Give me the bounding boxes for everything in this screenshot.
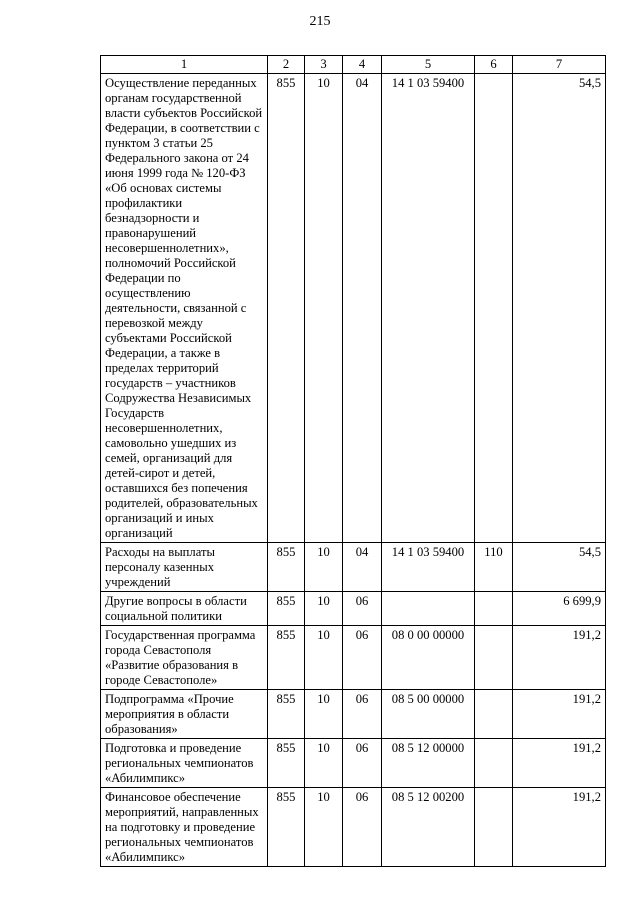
row-amount: 54,5: [513, 543, 606, 592]
row-code-6: [475, 74, 513, 543]
row-code-5: 08 5 12 00200: [382, 788, 475, 867]
row-code-6: [475, 788, 513, 867]
row-code-3: 10: [305, 739, 343, 788]
row-amount: 191,2: [513, 690, 606, 739]
row-code-4: 06: [343, 739, 382, 788]
row-code-3: 10: [305, 788, 343, 867]
row-amount: 54,5: [513, 74, 606, 543]
row-code-4: 04: [343, 74, 382, 543]
table-row: [101, 739, 606, 788]
table-row: [101, 788, 606, 867]
row-amount: 191,2: [513, 739, 606, 788]
table-row: [101, 592, 606, 626]
row-amount: 191,2: [513, 788, 606, 867]
row-name: Осуществление переданных органам государственной власти субъектов Российской Федерации, в соответствии с пунктом 3 статьи 25 Федерального закона от 24 июня 1999 года № 120-ФЗ «Об основах системы профилактики безнадзорности и правонарушений несовершеннолетних», полномочий Российской Федерации по осуществлению деятельности, связанной с перевозкой между субъектами Российской Федерации, а также в пределах территорий государств – участников Содружества Независимых Государств несовершеннолетних, самовольно ушедших из семей, организаций для детей-сирот и детей, оставшихся без попечения родителей, образовательных организаций и иных организаций: [101, 74, 268, 543]
row-code-3: 10: [305, 626, 343, 690]
column-number-row: [101, 56, 606, 74]
row-code-6: [475, 626, 513, 690]
row-code-6: 110: [475, 543, 513, 592]
row-code-4: 06: [343, 626, 382, 690]
row-code-2: 855: [268, 788, 305, 867]
table-row: [101, 690, 606, 739]
budget-table: [100, 55, 606, 867]
row-name: Подготовка и проведение региональных чемпионатов «Абилимпикс»: [101, 739, 268, 788]
row-code-3: 10: [305, 690, 343, 739]
row-code-5: 08 5 00 00000: [382, 690, 475, 739]
page-number: 215: [309, 14, 331, 29]
column-header: 1: [101, 56, 268, 74]
row-code-2: 855: [268, 592, 305, 626]
row-code-2: 855: [268, 626, 305, 690]
row-code-5: [382, 592, 475, 626]
column-header: 5: [382, 56, 475, 74]
row-code-4: 06: [343, 592, 382, 626]
column-header: 4: [343, 56, 382, 74]
row-code-4: 06: [343, 788, 382, 867]
row-code-5: 08 0 00 00000: [382, 626, 475, 690]
table-row: [101, 74, 606, 543]
row-code-4: 04: [343, 543, 382, 592]
row-amount: 191,2: [513, 626, 606, 690]
row-code-4: 06: [343, 690, 382, 739]
column-header: 6: [475, 56, 513, 74]
row-code-2: 855: [268, 543, 305, 592]
row-code-2: 855: [268, 690, 305, 739]
column-header: 7: [513, 56, 606, 74]
row-name: Подпрограмма «Прочие мероприятия в области образования»: [101, 690, 268, 739]
row-code-5: 08 5 12 00000: [382, 739, 475, 788]
column-header: 3: [305, 56, 343, 74]
row-code-3: 10: [305, 543, 343, 592]
row-code-3: 10: [305, 74, 343, 543]
column-header: 2: [268, 56, 305, 74]
row-name: Финансовое обеспечение мероприятий, направленных на подготовку и проведение региональных чемпионатов «Абилимпикс»: [101, 788, 268, 867]
row-name: Другие вопросы в области социальной политики: [101, 592, 268, 626]
row-code-2: 855: [268, 74, 305, 543]
row-code-6: [475, 690, 513, 739]
row-name: Государственная программа города Севастополя «Развитие образования в городе Севастополе»: [101, 626, 268, 690]
table-row: [101, 626, 606, 690]
row-amount: 6 699,9: [513, 592, 606, 626]
row-name: Расходы на выплаты персоналу казенных учреждений: [101, 543, 268, 592]
row-code-2: 855: [268, 739, 305, 788]
row-code-5: 14 1 03 59400: [382, 74, 475, 543]
row-code-6: [475, 739, 513, 788]
row-code-6: [475, 592, 513, 626]
row-code-3: 10: [305, 592, 343, 626]
table-row: [101, 543, 606, 592]
row-code-5: 14 1 03 59400: [382, 543, 475, 592]
